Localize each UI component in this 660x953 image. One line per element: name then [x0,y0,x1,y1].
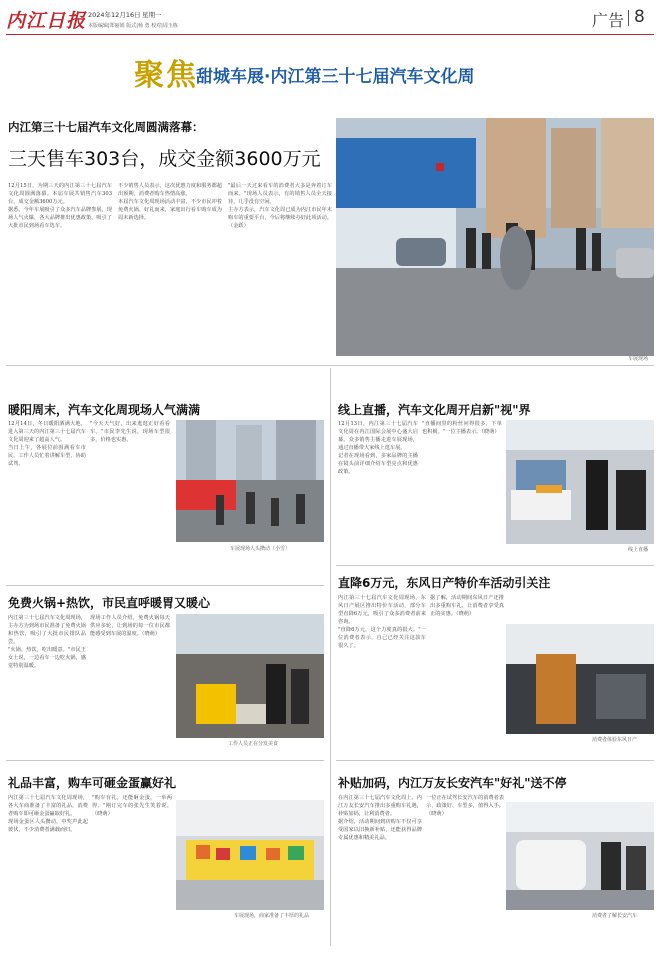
banner [134,48,564,106]
article-body: 12月14日，冬日暖阳洒满大地，进入第三天的内江第三十七届汽车文化周迎来了超高人气。 当日上午，各展位前围满看车市民，工作人员忙着讲解车型、协助试驾。 [8,421,86,467]
article-photo [176,614,324,738]
article-title: 线上直播，汽车文化周开启新"视"界 [338,403,531,417]
masthead-rule [6,34,654,35]
issue-weekday: 星期一 [142,11,162,19]
article-photo-caption: 消费者体验东风日产 [592,737,638,743]
lead-kicker: 内江第三十七届汽车文化周圆满落幕： [8,120,204,134]
section-name: 广告 [592,11,625,30]
article-body: "直播间里的粉丝问得很多，下单也积极。"一位主播表示。（晓萌） [422,421,502,435]
article-body: 内江第三十七届汽车文化周现场，各大车商准备了丰富的礼品，消费者购车即可砸金蛋赢取好礼。 现场金蛋区人头攒动，中奖声此起彼伏，不少消费者满载而归。 [8,795,88,833]
lead-col1: 12月15日，为期三天的内江第三十七届汽车文化周圆满落幕。本届车展共销售汽车303台，成交金额3600万元。 据悉，今年车展吸引了众多汽车品牌参展，现场人气火爆，各大品牌推出优惠政策，吸引了大批市民到场看车选车。 [8,183,112,229]
article-body: 一位正在试驾长安汽车的消费者表示，政策好、车型多，值得入手。（晓萌） [426,795,504,817]
staff-credits: 本版编辑|郑丽娟 版式|杨 勇 校对|周玉栋 [88,23,178,29]
article-photo [176,800,324,910]
lead-headline: 三天售车303台，成交金额3600万元 [8,148,321,170]
article-body: 内江第三十七届汽车文化周现场，东风日产展区推出特价车活动，部分车型直降6万元，吸引了众多消费者前来咨询。 "直降6万元，这个力度真的很大。"一位消费者表示，自己已经关注这款车很久了。 [338,595,426,649]
article-body: 据了解，活动期间东风日产还推出多重购车礼，让消费者享受真正的实惠。（晓萌） [430,595,504,617]
divider [336,760,654,761]
article-photo-caption: 消费者了解长安汽车 [592,913,638,919]
article-body: 在内江第三十七届汽车文化周上，内江万友长安汽车推出多重购车礼遇，补贴加码，让利消费者。 据介绍，活动期间到店购车不仅可享受国家以旧换新补贴，还能获得品牌专属优惠和精美礼品。 [338,795,422,841]
article-body: 内江第三十七届汽车文化周现场，主办方为到场市民准备了免费火锅和热饮，吸引了大批市民排队品尝。 "火锅、热饮，吃出暖意。"市民王女士说，一边看车一边吃火锅，感觉特别温暖。 [8,615,86,669]
article-title: 礼品丰富，购车可砸金蛋赢好礼 [8,776,177,790]
article-body: "购车有礼，还能砸金蛋，一举两得。"刚订完车的张先生笑着说。（晓萌） [92,795,172,817]
article-photo [506,624,654,734]
divider [336,565,654,566]
lead-photo-caption: 车展现场 [628,356,649,362]
divider [6,760,324,761]
banner-label: 聚焦 [134,58,198,93]
article-title: 补贴加码，内江万友长安汽车"好礼"送不停 [338,776,567,790]
article-photo-caption: 工作人员正在分发美食 [228,741,279,747]
banner-title: 甜城车展·内江第三十七届汽车文化周 [196,67,475,87]
column-divider [330,368,331,946]
article-photo-caption: 车展现场人头攒动（小雪） [230,546,291,552]
page-number: 8 [634,7,645,27]
lead-col2: 不少销售人员表示，这次优惠力度和服务都超出预期，消费者购车热情高涨。 本届汽车文化周现场活动丰富，不少市民冲着免费火锅、好礼而来，家庭出行看车购车成为周末新选择。 [118,183,222,221]
article-photo-caption: 线上直播 [628,547,649,553]
article-body: "今天天气好，出来逛逛正好看看车。"市民李先生说，现场车型很多，价格也实惠。 [90,421,170,443]
section-divider [628,10,629,26]
issue-date: 2024年12月16日 [88,11,141,19]
article-title: 直降6万元，东风日产特价车活动引关注 [338,576,551,590]
divider [6,585,324,586]
lead-photo [336,118,654,356]
divider [6,365,654,366]
article-body: 现场工作人员介绍，免费火锅每天供应多轮，让到场的每一位市民都能感受到车展的温度。（晓萌） [90,615,170,637]
article-photo [506,802,654,910]
article-photo [176,420,324,542]
paper-logo: 内江日报 [6,10,87,32]
article-photo-caption: 车展现场，商家准备了丰厚的礼品 [234,913,310,919]
article-title: 暖阳周末，汽车文化周现场人气满满 [8,403,201,417]
masthead [0,0,660,38]
article-body: 12月13日，内江第三十七届汽车文化周在内江国际会展中心盛大启幕。众多销售主播走进车展现场，通过直播带大家线上逛车展。 记者在现场看到，多家品牌的主播在镜头前详细介绍车型亮点和优惠政策。 [338,421,418,475]
article-photo [506,420,654,544]
lead-col3: "最后一天过来看车的消费者大多是奔着订车而来。"现场人员表示，有的销售人员全天接待，几乎没有空闲。 主办方表示，汽车文化周已成为内江市民年末购车的重要平台，今后将继续办好此项活动。（金跃） [228,183,332,229]
article-title: 免费火锅+热饮，市民直呼暖胃又暖心 [8,596,211,610]
